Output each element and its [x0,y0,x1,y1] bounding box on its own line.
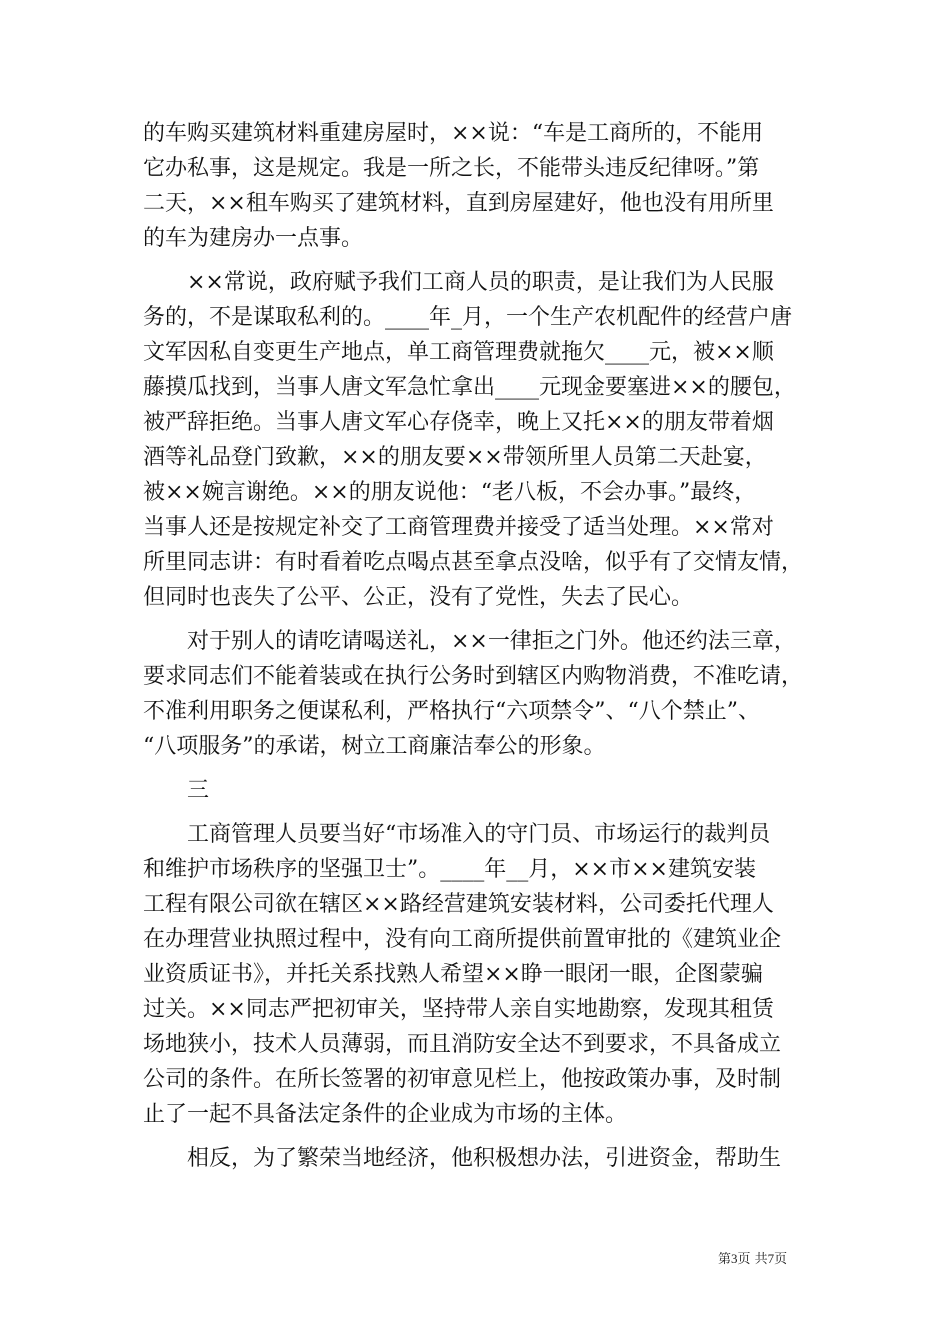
text-line: 当事人还是按规定补交了工商管理费并接受了适当处理。××常对 [143,515,774,540]
total-pages-number: 7 [767,1251,775,1266]
text-line: 要求同志们不能着装或在执行公务时到辖区内购物消费，不准吃请， [143,664,804,689]
text-line: 不准利用职务之便谋私利，严格执行“六项禁令”、“八个禁止”、 [143,699,760,724]
section-heading [143,773,807,808]
paragraph-1 [143,116,807,256]
text-line: 公司的条件。在所长签署的初审意见栏上，他按政策办事，及时制 [143,1067,782,1092]
page-label-middle: 页 共 [737,1252,768,1267]
text-line: 被××婉言谢绝。××的朋友说他：“老八板，不会办事。”最终， [143,480,757,505]
text-line: “八项服务”的承诺，树立工商廉洁奉公的形象。 [143,734,606,759]
section-number: 三 [143,778,210,803]
text-line: 场地狭小，技术人员薄弱，而且消防安全达不到要求，不具备成立 [143,1032,782,1057]
text-line: 过关。××同志严把初审关，坚持带人亲自实地勘察，发现其租赁 [143,997,774,1022]
paragraph-5 [143,1141,807,1176]
text-line: 的车购买建筑材料重建房屋时，××说：“车是工商所的，不能用 [143,121,764,146]
document-body [143,116,807,1176]
text-line: 藤摸瓜找到，当事人唐文军急忙拿出____元现金要塞进××的腰包， [143,375,796,400]
text-line: 和维护市场秩序的坚强卫士”。____年__月，××市××建筑安装 [143,857,756,882]
text-line: 文军因私自变更生产地点，单工商管理费就拖欠____元，被××顺 [143,340,774,365]
text-line: 工程有限公司欲在辖区××路经营建筑安装材料，公司委托代理人 [143,892,774,917]
text-line: 在办理营业执照过程中，没有向工商所提供前置审批的《建筑业企 [143,927,782,952]
text-line: ××常说，政府赋予我们工商人员的职责，是让我们为人民服 [143,270,774,295]
text-line: 但同时也丧失了公平、公正，没有了党性，失去了民心。 [143,585,694,610]
text-line: 工商管理人员要当好“市场准入的守门员、市场运行的裁判员 [143,822,771,847]
text-line: 对于别人的请吃请喝送礼，××一律拒之门外。他还约法三章， [143,629,796,654]
current-page-number: 3 [731,1251,738,1266]
page-footer [718,1251,787,1268]
text-line: 它办私事，这是规定。我是一所之长，不能带头违反纪律呀。”第 [143,156,760,181]
text-line: 业资质证书》，并托关系找熟人希望××睁一眼闭一眼，企图蒙骗 [143,962,763,987]
paragraph-4 [143,817,807,1132]
text-line: 止了一起不具备法定条件的企业成为市场的主体。 [143,1102,628,1127]
text-line: 的车为建房办一点事。 [143,226,364,251]
paragraph-2 [143,265,807,615]
text-line: 相反，为了繁荣当地经济，他积极想办法，引进资金，帮助生 [143,1146,782,1171]
page-label-suffix: 页 [774,1252,788,1267]
page-label-prefix: 第 [718,1252,732,1267]
text-line: 务的，不是谋取私利的。____年_月，一个生产农机配件的经营户唐 [143,305,793,330]
text-line: 所里同志讲：有时看着吃点喝点甚至拿点没啥，似乎有了交情友情， [143,550,804,575]
text-line: 酒等礼品登门致歉，××的朋友要××带领所里人员第二天赴宴， [143,445,767,470]
paragraph-3 [143,624,807,764]
text-line: 被严辞拒绝。当事人唐文军心存侥幸，晚上又托××的朋友带着烟 [143,410,774,435]
text-line: 二天，××租车购买了建筑材料，直到房屋建好，他也没有用所里 [143,191,774,216]
